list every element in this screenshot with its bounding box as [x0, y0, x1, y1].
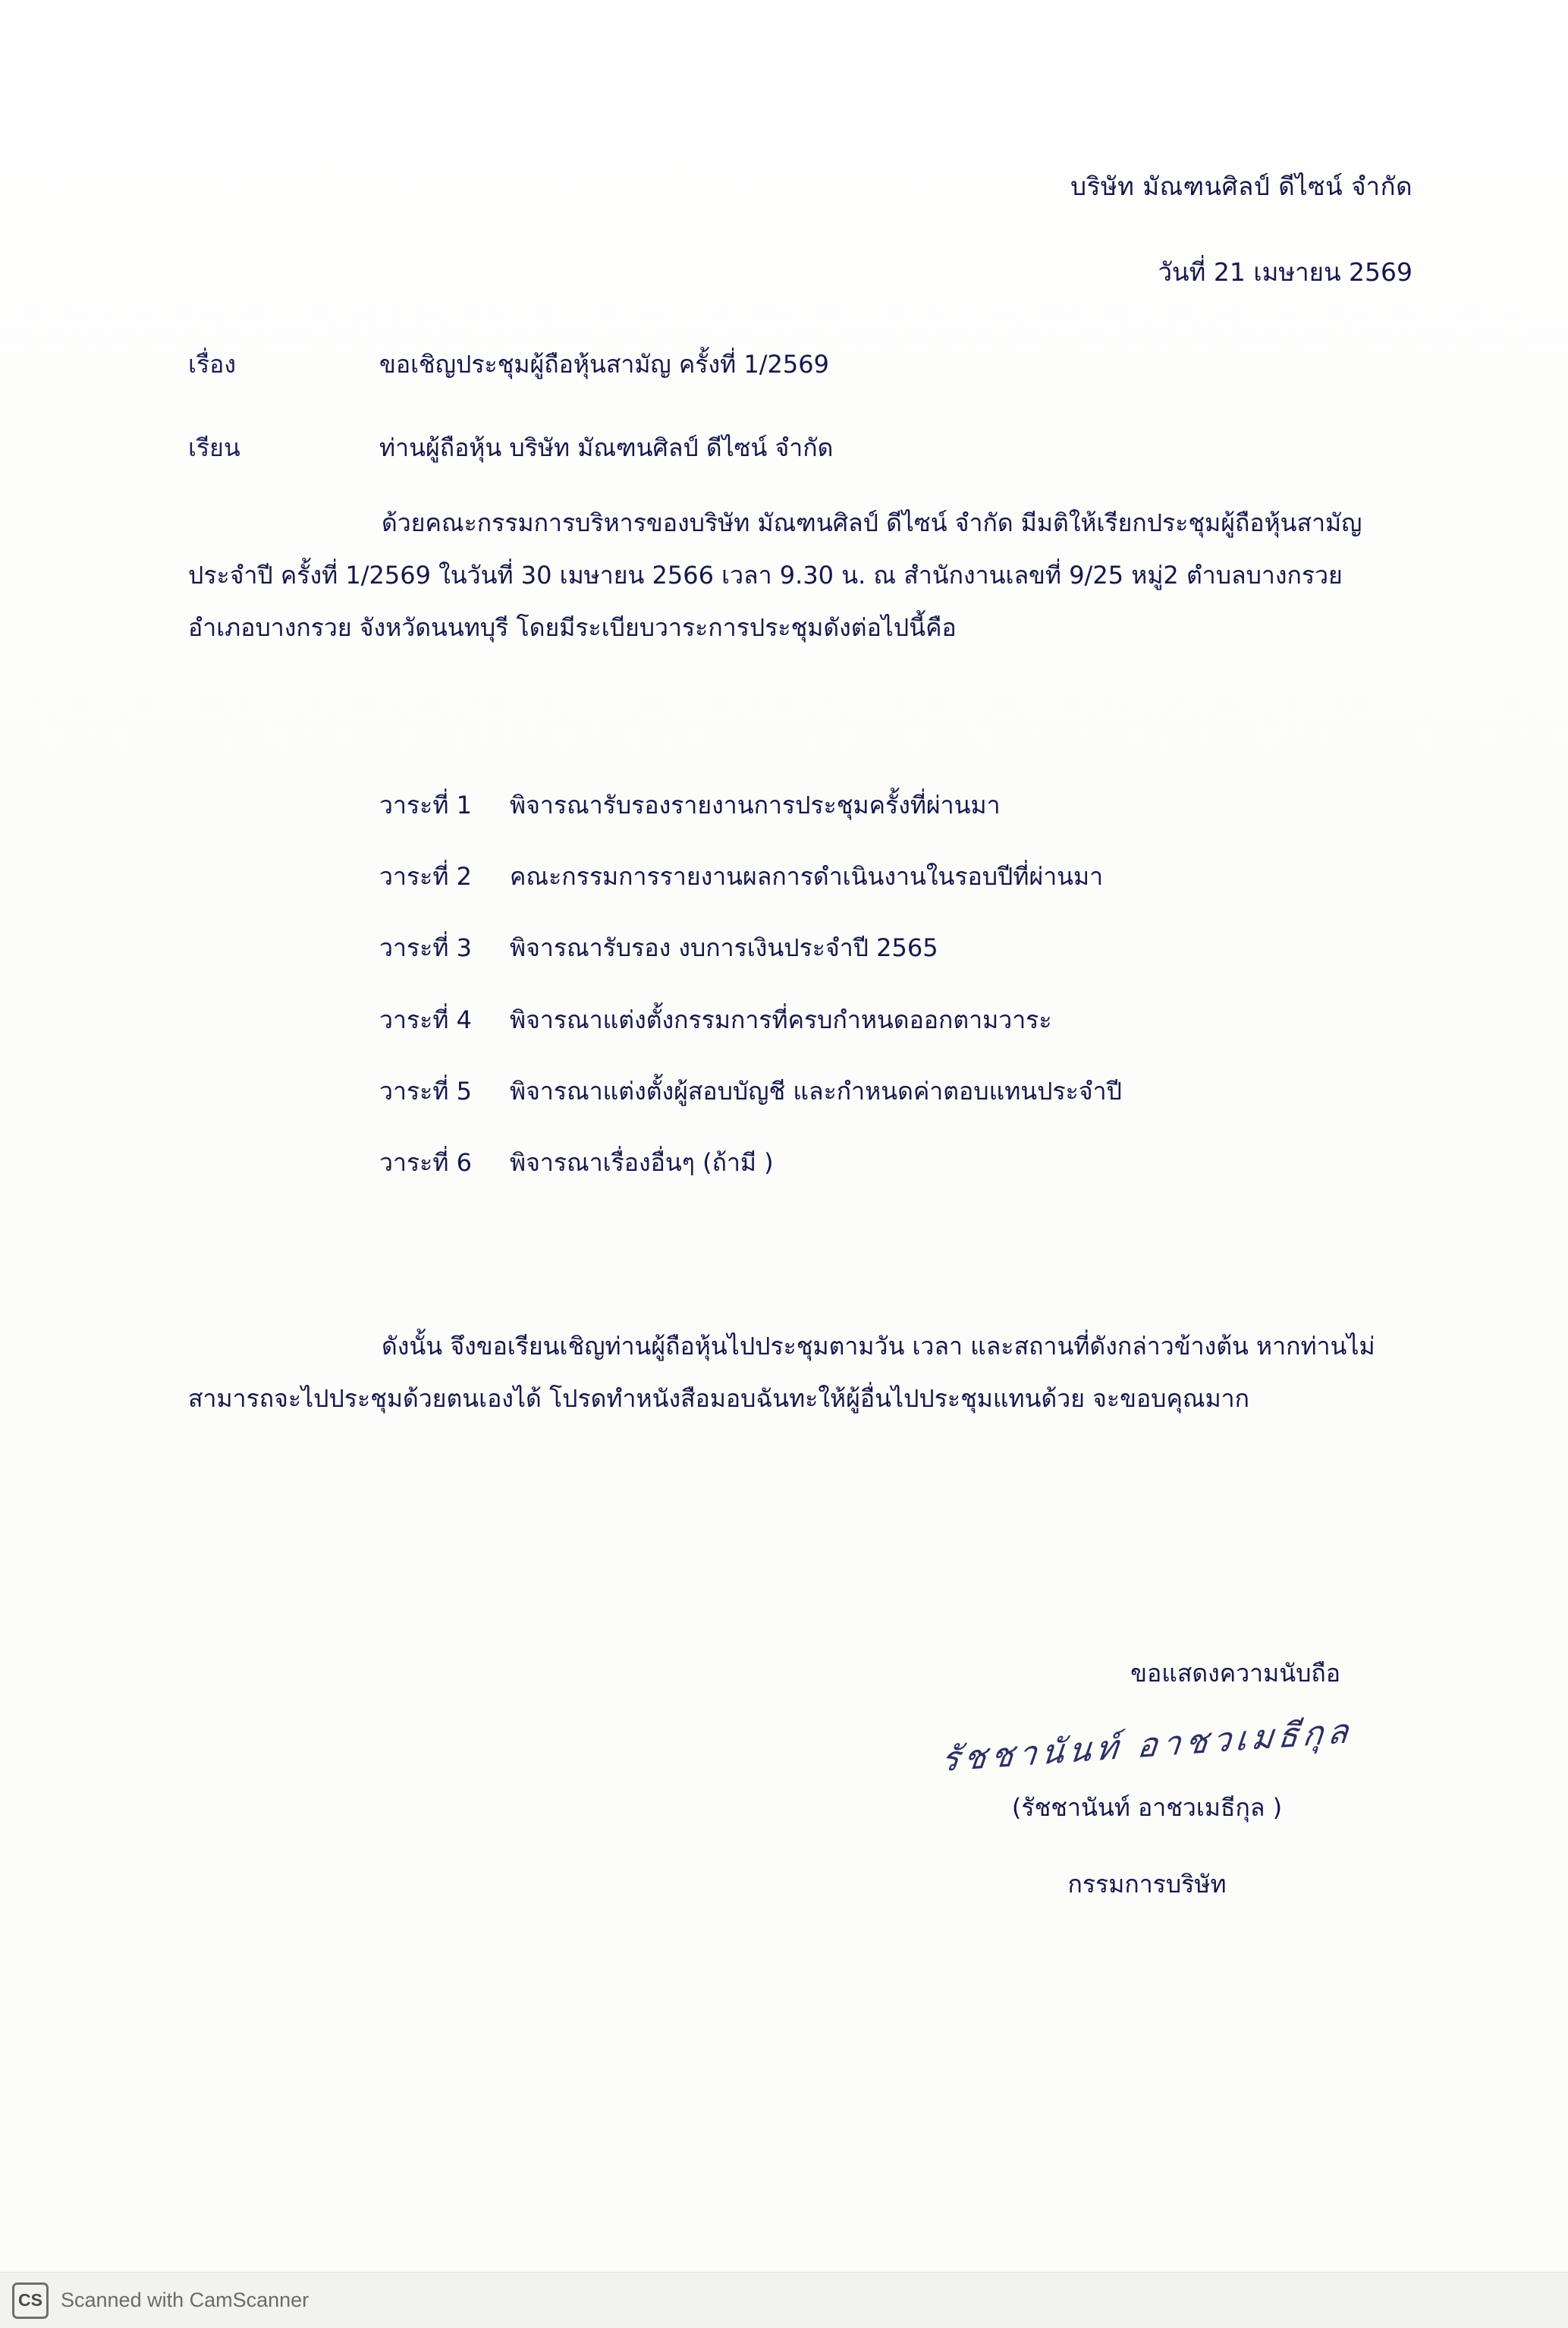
agenda-item-text: คณะกรรมการรายงานผลการดำเนินงานในรอบปีที่ผ่านมา — [510, 862, 1104, 892]
camscanner-logo-icon: CS — [12, 2282, 49, 2319]
attention-line — [188, 429, 833, 467]
signer-title: กรรมการบริษัท — [1067, 1870, 1227, 1899]
camscanner-caption: Scanned with CamScanner — [61, 2289, 310, 2311]
signature-block — [912, 1711, 1382, 1904]
company-name: บริษัท มัณฑนศิลป์ ดีไซน์ จำกัด — [1070, 171, 1412, 201]
agenda-list — [379, 789, 1441, 1218]
agenda-item-number: วาระที่ 1 — [379, 791, 472, 820]
attention-label: เรียน — [188, 433, 240, 462]
attention-value: ท่านผู้ถือหุ้น บริษัท มัณฑนศิลป์ ดีไซน์ จำกัด — [379, 433, 834, 462]
closing-paragraph: ดังนั้น จึงขอเรียนเชิญท่านผู้ถือหุ้นไปประชุมตามวัน เวลา และสถานที่ดังกล่าวข้างต้น หากท่านไม่สามารถจะไปประชุมด้วยตนเองได้ โปรดทำหนังสือมอบฉันทะให้ผู้อื่นไปประชุมแทนด้วย จะขอบคุณมาก — [188, 1332, 1375, 1413]
agenda-item — [379, 860, 1441, 893]
agenda-item-number: วาระที่ 3 — [379, 933, 472, 963]
signer-name: (รัชชานันท์ อาชวเมธีกุล ) — [1011, 1793, 1283, 1822]
subject-line — [188, 345, 829, 384]
agenda-item — [379, 932, 1441, 964]
agenda-item-text: พิจารณาแต่งตั้งกรรมการที่ครบกำหนดออกตามวาระ — [510, 1005, 1052, 1034]
document-date: วันที่ 21 เมษายน 2569 — [1158, 256, 1412, 287]
agenda-item-number: วาระที่ 5 — [379, 1076, 472, 1106]
agenda-item — [379, 1004, 1441, 1037]
agenda-item-text: พิจารณารับรองรายงานการประชุมครั้งที่ผ่านมา — [510, 791, 1001, 820]
agenda-item-text: พิจารณาเรื่องอื่นๆ (ถ้ามี ) — [510, 1147, 774, 1177]
document-header — [1070, 163, 1412, 296]
agenda-item-text: พิจารณาแต่งตั้งผู้สอบบัญชี และกำหนดค่าตอบแทนประจำปี — [510, 1076, 1122, 1106]
agenda-item-number: วาระที่ 4 — [379, 1005, 472, 1034]
intro-paragraph: ด้วยคณะกรรมการบริหารของบริษัท มัณฑนศิลป์ ดีไซน์ จำกัด มีมติให้เรียกประชุมผู้ถือหุ้นสามัญประจำปี ครั้งที่ 1/2569 ในวันที่ 30 เมษายน 2566 เวลา 9.30 น. ณ สำนักงานเลขที่ 9/25 หมู่2 ตำบลบางกรวย อำเภอบางกรวย จังหวัดนนทบุรี โดยมีระเบียบวาระการประชุมดังต่อไปนี้คือ — [188, 508, 1362, 642]
agenda-item — [379, 1075, 1441, 1108]
regards-line: ขอแสดงความนับถือ — [1130, 1659, 1340, 1688]
subject-label: เรื่อง — [188, 350, 236, 379]
handwritten-signature: รัชชานันท์ อาชวเมธีกุล — [939, 1711, 1355, 1780]
agenda-item-text: พิจารณารับรอง งบการเงินประจำปี 2565 — [510, 933, 938, 963]
agenda-item-number: วาระที่ 2 — [379, 862, 472, 892]
agenda-item-number: วาระที่ 6 — [379, 1147, 472, 1177]
agenda-item — [379, 789, 1441, 822]
agenda-item — [379, 1147, 1441, 1179]
subject-value: ขอเชิญประชุมผู้ถือหุ้นสามัญ ครั้งที่ 1/2569 — [379, 350, 829, 379]
camscanner-watermark-bar — [0, 2272, 1568, 2328]
